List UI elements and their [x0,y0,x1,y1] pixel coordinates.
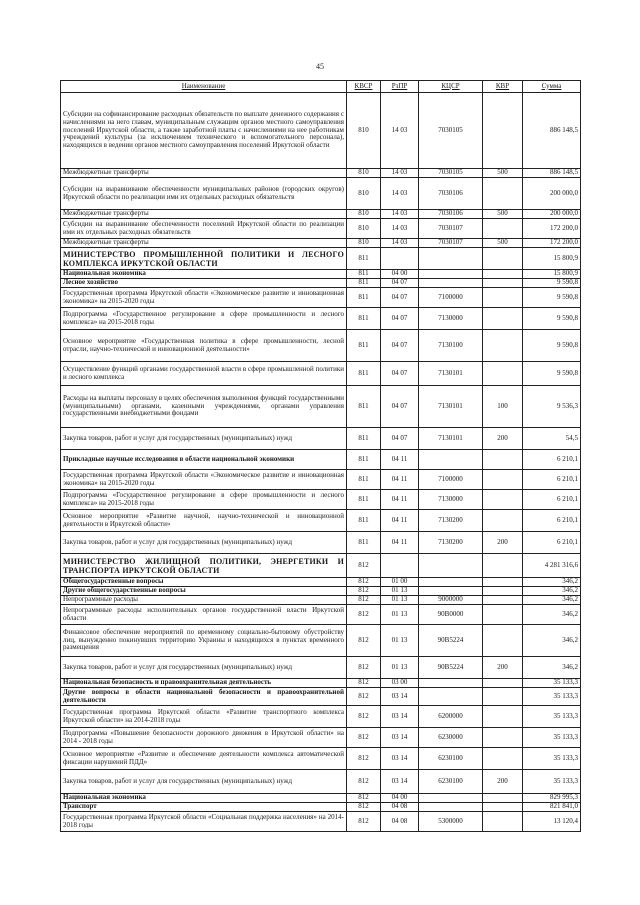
cell-rzpr: 04 11 [381,490,419,510]
cell-kvsr: 810 [347,169,381,178]
cell-sum: 15 800,9 [523,248,581,270]
cell-rzpr: 03 14 [381,728,419,748]
table-row [61,428,581,450]
cell-name: Закупка товаров, работ и услуг для государственных (муниципальных) нужд [61,428,347,450]
cell-kvr [483,794,523,803]
cell-kcsr [419,794,483,803]
table-row [61,679,581,688]
cell-name: Транспорт [61,803,347,812]
cell-kvr: 200 [483,532,523,554]
cell-sum: 9 590,8 [523,362,581,386]
cell-kvr [483,554,523,578]
header-sum: Сумма [523,81,581,93]
cell-sum: 35 133,3 [523,770,581,794]
cell-kvr [483,578,523,587]
cell-kvr [483,308,523,330]
cell-kvsr: 811 [347,386,381,428]
cell-kcsr: 7030105 [419,169,483,178]
cell-kvr: 500 [483,169,523,178]
header-kcsr: КЦСР [419,81,483,93]
table-row [61,386,581,428]
table-row [61,803,581,812]
cell-kvsr: 812 [347,803,381,812]
cell-sum: 172 200,0 [523,219,581,239]
cell-sum: 346,2 [523,587,581,596]
cell-rzpr: 03 14 [381,748,419,770]
cell-rzpr: 04 07 [381,386,419,428]
table-row [61,490,581,510]
cell-name: Межбюджетные трансферты [61,239,347,248]
cell-name: Подпрограмма «Государственное регулирование в сфере промышленности и лесного комплекса» на 2015-2018 годы [61,490,347,510]
cell-kvsr: 812 [347,748,381,770]
cell-kcsr: 7030107 [419,219,483,239]
cell-kvsr: 810 [347,93,381,169]
cell-kvsr: 811 [347,270,381,279]
cell-kvr [483,688,523,706]
cell-sum: 346,2 [523,596,581,605]
table-row [61,770,581,794]
cell-kcsr: 7130101 [419,386,483,428]
cell-name: Закупка товаров, работ и услуг для государственных (муниципальных) нужд [61,532,347,554]
cell-kvsr: 810 [347,178,381,210]
cell-kvr [483,288,523,308]
table-row [61,657,581,679]
cell-kvsr: 812 [347,578,381,587]
table-row [61,178,581,210]
cell-kvsr: 812 [347,605,381,625]
cell-sum: 54,5 [523,428,581,450]
cell-sum: 346,2 [523,625,581,657]
cell-kcsr: 6230100 [419,770,483,794]
cell-rzpr: 14 03 [381,169,419,178]
cell-kvr: 200 [483,428,523,450]
table-row [61,812,581,832]
cell-kcsr: 90В5224 [419,657,483,679]
cell-kvr [483,178,523,210]
cell-kcsr: 7130200 [419,532,483,554]
cell-kvr [483,605,523,625]
cell-kvsr: 812 [347,770,381,794]
cell-sum: 821 841,0 [523,803,581,812]
cell-sum: 9 590,8 [523,330,581,362]
cell-rzpr: 04 07 [381,362,419,386]
cell-kvsr: 810 [347,219,381,239]
cell-name: Государственная программа Иркутской области «Экономическое развитие и инновационная экономика» на 2015-2020 годы [61,288,347,308]
cell-kvsr: 812 [347,596,381,605]
cell-kcsr [419,578,483,587]
cell-kvsr: 812 [347,812,381,832]
cell-kvsr: 812 [347,554,381,578]
cell-rzpr: 04 07 [381,288,419,308]
table-row [61,470,581,490]
cell-rzpr: 01 13 [381,657,419,679]
cell-sum: 346,2 [523,657,581,679]
cell-rzpr: 14 03 [381,239,419,248]
table-row [61,794,581,803]
table-row [61,450,581,470]
cell-rzpr: 04 08 [381,812,419,832]
cell-kcsr: 7130101 [419,428,483,450]
cell-rzpr: 04 11 [381,470,419,490]
cell-kcsr: 7130100 [419,330,483,362]
cell-rzpr: 04 07 [381,330,419,362]
cell-kvr [483,510,523,532]
table-row [61,362,581,386]
cell-kvr [483,706,523,728]
cell-rzpr [381,248,419,270]
header-kvr: КВР [483,81,523,93]
cell-kvsr: 812 [347,679,381,688]
cell-sum: 200 000,0 [523,210,581,219]
cell-kvr [483,330,523,362]
cell-sum: 35 133,3 [523,688,581,706]
table-row [61,288,581,308]
cell-name: Подпрограмма «Повышение безопасности дорожного движения в Иркутской области» на 2014 - 2018 годы [61,728,347,748]
table-row [61,596,581,605]
cell-kvsr: 812 [347,657,381,679]
cell-sum: 35 133,3 [523,748,581,770]
page-number: 45 [316,62,324,71]
table-row [61,605,581,625]
table-row [61,270,581,279]
cell-kcsr [419,450,483,470]
cell-kvr: 100 [483,386,523,428]
cell-kvsr: 811 [347,470,381,490]
cell-kvr [483,748,523,770]
cell-kcsr: 9000000 [419,596,483,605]
cell-rzpr: 04 11 [381,450,419,470]
cell-kvsr: 812 [347,728,381,748]
cell-rzpr: 04 08 [381,803,419,812]
cell-kvr [483,679,523,688]
cell-sum: 346,2 [523,605,581,625]
cell-kvr [483,812,523,832]
cell-sum: 6 210,1 [523,470,581,490]
cell-kvr [483,625,523,657]
cell-name: Другие общегосударственные вопросы [61,587,347,596]
cell-kcsr: 6230100 [419,748,483,770]
cell-sum: 4 281 316,6 [523,554,581,578]
cell-name: Субсидии на выравнивание обеспеченности поселений Иркутской области по реализации ими их отдельных расходных обязательств [61,219,347,239]
cell-kvr [483,490,523,510]
cell-kcsr: 90В0000 [419,605,483,625]
cell-kcsr [419,679,483,688]
cell-kvsr: 812 [347,625,381,657]
cell-sum: 9 590,8 [523,288,581,308]
cell-name: Субсидии на выравнивание обеспеченности муниципальных районов (городских округов) Иркутской области по реализации ими их отдельных расходных обязательств [61,178,347,210]
cell-name: Финансовое обеспечение мероприятий по временному социально-бытовому обустройству лиц, вынужденно покинувших территорию Украины и находящихся в пунктах временного размещения [61,625,347,657]
cell-kvsr: 811 [347,428,381,450]
cell-sum: 35 133,3 [523,679,581,688]
cell-name: Национальная безопасность и правоохранительная деятельность [61,679,347,688]
cell-rzpr: 14 03 [381,178,419,210]
table-row [61,93,581,169]
cell-rzpr: 04 11 [381,532,419,554]
cell-sum: 9 536,3 [523,386,581,428]
cell-sum: 886 148,5 [523,169,581,178]
cell-kcsr [419,248,483,270]
cell-kcsr [419,803,483,812]
cell-rzpr: 01 13 [381,605,419,625]
cell-kcsr [419,270,483,279]
cell-kvr [483,596,523,605]
cell-kvr [483,219,523,239]
cell-kcsr: 7100000 [419,288,483,308]
cell-rzpr: 04 00 [381,270,419,279]
cell-rzpr: 03 14 [381,706,419,728]
cell-name: Подпрограмма «Государственное регулирование в сфере промышленности и лесного комплекса» на 2015-2018 годы [61,308,347,330]
cell-kvsr: 812 [347,794,381,803]
cell-kcsr: 6200000 [419,706,483,728]
cell-kvr [483,93,523,169]
cell-name: Закупка товаров, работ и услуг для государственных (муниципальных) нужд [61,657,347,679]
cell-name: Межбюджетные трансферты [61,210,347,219]
cell-name: Расходы на выплаты персоналу в целях обеспечения выполнения функций государственными (муниципальными) органами, казенными учреждениями, органами управления государственными внебюджетными фондами [61,386,347,428]
cell-kvr [483,728,523,748]
cell-name: Другие вопросы в области национальной безопасности и правоохранительной деятельности [61,688,347,706]
cell-kcsr: 7030106 [419,210,483,219]
cell-kvsr: 812 [347,587,381,596]
header-rzpr: РзПР [381,81,419,93]
cell-name: МИНИСТЕРСТВО ЖИЛИЩНОЙ ПОЛИТИКИ, ЭНЕРГЕТИКИ И ТРАНСПОРТА ИРКУТСКОЙ ОБЛАСТИ [61,554,347,578]
cell-name: Субсидии на софинансирование расходных обязательств по выплате денежного содержания с начислениями на него главам, муниципальным служащим органов местного самоуправления поселений Иркутской области, а также заработной платы с начислениями на нее работникам учреждений культуры (за исключением технического и вспомогательного персонала), находящихся в ведении органов местного самоуправления поселений Иркутской области [61,93,347,169]
cell-kvsr: 812 [347,706,381,728]
cell-sum: 13 120,4 [523,812,581,832]
cell-rzpr: 04 00 [381,794,419,803]
cell-name: Основное мероприятие «Развитие научной, научно-технической и инновационной деятельности в Иркутской области» [61,510,347,532]
cell-kvsr: 812 [347,688,381,706]
cell-rzpr: 04 07 [381,428,419,450]
cell-rzpr: 14 03 [381,210,419,219]
cell-kvr [483,803,523,812]
cell-name: Прикладные научные исследования в области национальной экономики [61,450,347,470]
cell-rzpr: 04 11 [381,510,419,532]
cell-kvsr: 811 [347,450,381,470]
cell-rzpr: 01 00 [381,578,419,587]
cell-kvr: 200 [483,657,523,679]
cell-sum: 6 210,1 [523,450,581,470]
cell-name: Государственная программа Иркутской области «Социальная поддержка населения» на 2014-2018 годы [61,812,347,832]
cell-kvsr: 811 [347,490,381,510]
cell-kvr: 500 [483,239,523,248]
cell-kvr: 200 [483,770,523,794]
cell-name: Общегосударственные вопросы [61,578,347,587]
table-header-row [61,81,581,93]
table-row [61,532,581,554]
table-row [61,554,581,578]
cell-sum: 6 210,1 [523,510,581,532]
cell-sum: 6 210,1 [523,490,581,510]
cell-kcsr: 7030106 [419,178,483,210]
cell-kvsr: 811 [347,510,381,532]
table-row [61,248,581,270]
budget-table [60,80,581,832]
cell-sum: 35 133,3 [523,728,581,748]
table-row [61,279,581,288]
cell-kvr: 500 [483,210,523,219]
cell-kvsr: 811 [347,308,381,330]
cell-sum: 35 133,3 [523,706,581,728]
cell-rzpr: 14 03 [381,93,419,169]
cell-kcsr: 90В5224 [419,625,483,657]
cell-kvr [483,248,523,270]
cell-rzpr: 03 14 [381,688,419,706]
cell-sum: 9 590,8 [523,279,581,288]
cell-kvr [483,270,523,279]
cell-kvsr: 811 [347,362,381,386]
cell-name: Осуществление функций органами государственной власти в сфере промышленной политики и лесного комплекса [61,362,347,386]
cell-sum: 346,2 [523,578,581,587]
cell-kcsr: 7130000 [419,308,483,330]
cell-rzpr: 04 07 [381,308,419,330]
cell-rzpr: 14 03 [381,219,419,239]
cell-rzpr: 01 13 [381,625,419,657]
cell-kcsr: 7130200 [419,510,483,532]
cell-kvsr: 811 [347,288,381,308]
cell-kcsr: 5300000 [419,812,483,832]
cell-name: Межбюджетные трансферты [61,169,347,178]
table-row [61,308,581,330]
cell-kvr [483,450,523,470]
cell-name: Основное мероприятие «Государственная политика в сфере промышленности, лесной отрасли, научно-технической и инновационной деятельности» [61,330,347,362]
table-row [61,748,581,770]
cell-name: Национальная экономика [61,794,347,803]
cell-rzpr: 01 13 [381,596,419,605]
cell-name: Основное мероприятие «Развитие и обеспечение деятельности комплекса автоматической фиксации нарушений ПДД» [61,748,347,770]
cell-sum: 200 000,0 [523,178,581,210]
cell-kcsr [419,554,483,578]
cell-kvsr: 810 [347,239,381,248]
cell-kvsr: 811 [347,532,381,554]
cell-name: МИНИСТЕРСТВО ПРОМЫШЛЕННОЙ ПОЛИТИКИ И ЛЕСНОГО КОМПЛЕКСА ИРКУТСКОЙ ОБЛАСТИ [61,248,347,270]
table-row [61,510,581,532]
cell-kcsr: 7130101 [419,362,483,386]
table-row [61,587,581,596]
cell-sum: 15 800,9 [523,270,581,279]
cell-kcsr: 7030105 [419,93,483,169]
cell-kvsr: 811 [347,279,381,288]
cell-name: Государственная программа Иркутской области «Экономическое развитие и инновационная экономика» на 2015-2020 годы [61,470,347,490]
cell-kcsr: 7100000 [419,470,483,490]
cell-kvsr: 811 [347,248,381,270]
cell-name: Государственная программа Иркутской области «Развитие транспортного комплекса Иркутской области» на 2014-2018 годы [61,706,347,728]
table-row [61,169,581,178]
cell-name: Закупка товаров, работ и услуг для государственных (муниципальных) нужд [61,770,347,794]
table-row [61,330,581,362]
table-row [61,210,581,219]
cell-kvr [483,470,523,490]
cell-name: Лесное хозяйство [61,279,347,288]
table-row [61,219,581,239]
cell-kcsr: 7130000 [419,490,483,510]
cell-rzpr: 03 14 [381,770,419,794]
cell-kvr [483,362,523,386]
cell-sum: 829 995,3 [523,794,581,803]
cell-rzpr: 01 13 [381,587,419,596]
cell-rzpr: 04 07 [381,279,419,288]
cell-sum: 9 590,8 [523,308,581,330]
cell-name: Непрограммные расходы исполнительных органов государственной власти Иркутской области [61,605,347,625]
header-name: Наименование [61,81,347,93]
cell-rzpr: 03 00 [381,679,419,688]
header-kvsr: КВСР [347,81,381,93]
cell-kvsr: 810 [347,210,381,219]
table-body [61,93,581,832]
cell-sum: 172 200,0 [523,239,581,248]
cell-name: Национальная экономика [61,270,347,279]
cell-kcsr [419,279,483,288]
cell-kcsr: 7030107 [419,239,483,248]
table-row [61,239,581,248]
table-row [61,728,581,748]
cell-kvr [483,279,523,288]
cell-sum: 886 148,5 [523,93,581,169]
cell-name: Непрограммные расходы [61,596,347,605]
cell-sum: 6 210,1 [523,532,581,554]
cell-kcsr: 6230000 [419,728,483,748]
cell-kvr [483,587,523,596]
cell-rzpr [381,554,419,578]
table-row [61,706,581,728]
table-row [61,688,581,706]
cell-kvsr: 811 [347,330,381,362]
table-row [61,625,581,657]
cell-kcsr [419,688,483,706]
